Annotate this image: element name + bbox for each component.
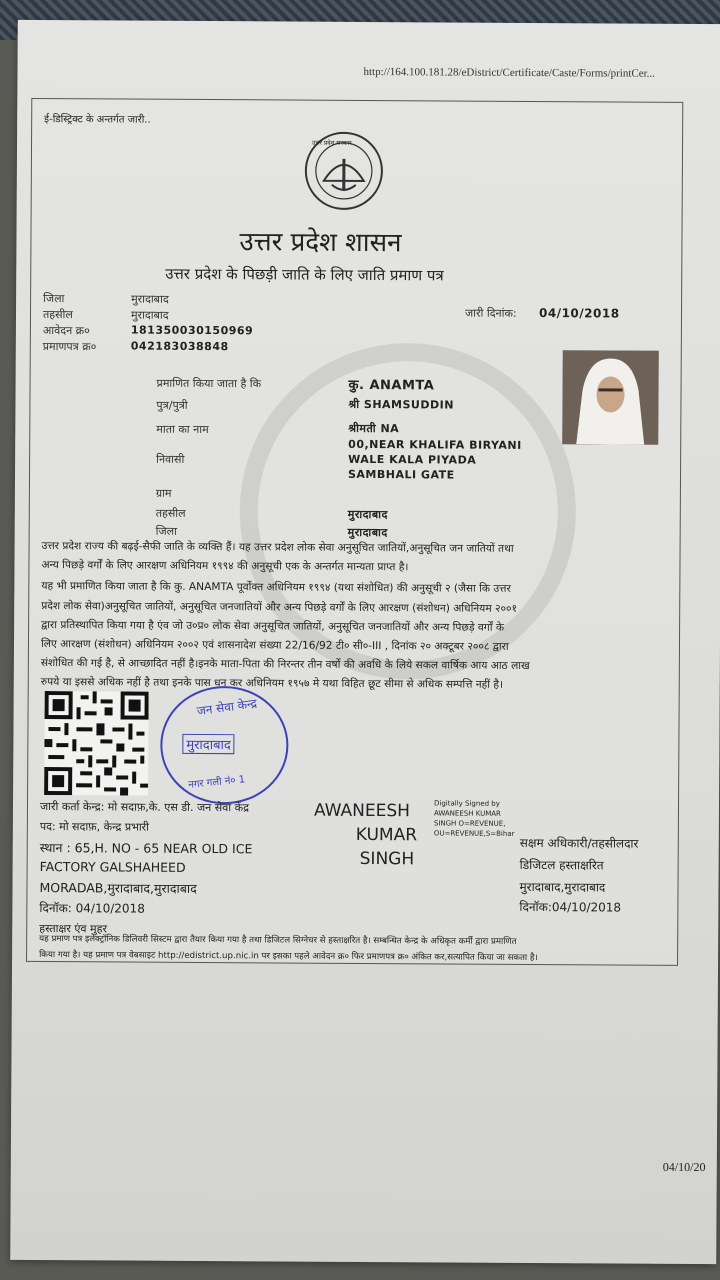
authority-post: सक्षम अधिकारी/तहसीलदार (519, 835, 639, 851)
address-line-2: WALE KALA PIYADA (348, 452, 477, 467)
relation-label: पुत्र/पुत्री (156, 398, 188, 412)
authority-place: मुरादाबाद,मुरादाबाद (519, 879, 606, 895)
issuer-place-line-2: FACTORY GALSHAHEED (39, 859, 186, 875)
signer-name-line-2: KUMAR (355, 824, 418, 846)
body-line-8: रुपये या इससे अधिक नहीं है तथा इनके पास धन कर अधिनियम १९५७ मे यथा विहित छूट सीमा से अधिक सम्पत्ति नहीं है। (40, 676, 504, 691)
issuer-place-line-1: स्थान : 65,H. NO - 65 NEAR OLD ICE (39, 840, 253, 857)
emblem-caption: उत्तर प्रदेश सरकार (312, 139, 352, 147)
signature-detail-3: SINGH O=REVENUE, (433, 819, 506, 828)
applicant-photo (562, 350, 659, 445)
mother-name: श्रीमती NA (348, 421, 400, 436)
application-number: 181350030150969 (130, 323, 254, 338)
certificate-paper (10, 20, 720, 1264)
application-label: आवेदन क्र० (42, 324, 90, 338)
body-line-6: लिए आरक्षण (संशोधन) अधिनियम २००२ एवं शासनादेश संख्या 22/16/92 टी० सी०-III , दिनांक २० अक्टूबर २००८ द्वारा (40, 638, 509, 653)
person-tehsil-value: मुरादाबाद (347, 507, 388, 522)
body-line-4: प्रदेश लोक सेवा)अनुसूचित जातियों, अनुसूचित जनजातियों और अन्य पिछड़े वर्गों के लिए आरक्षण (संशोधन) अधिनियम २००१ (41, 600, 518, 615)
issued-under-note: ई-डिस्ट्रिक्ट के अन्तर्गत जारी.. (44, 114, 151, 126)
stamp-middle-text: मुरादाबाद (182, 734, 235, 754)
body-line-5: द्वारा प्रतिस्थापित किया गया है एंव जो उ०प्र० लोक सेवा अनुसूचित जातियों, अनुसूचित जनजातियों और अन्य पिछड़े वर्गों के (41, 619, 505, 634)
mother-label: माता का नाम (156, 422, 209, 437)
address-line-3: SAMBHALI GATE (347, 467, 455, 482)
certificate-title: उत्तर प्रदेश शासन (239, 227, 402, 259)
issuer-place-line-3: MORADAB,मुरादाबाद,मुरादाबाद (39, 880, 197, 896)
signature-detail-2: AWANEESH KUMAR (433, 809, 501, 818)
person-district-label: जिला (155, 524, 178, 538)
footer-note-line-1: यह प्रमाण पत्र इलेक्ट्रॉनिक डिलिवरी सिस्टम द्वारा तैयार किया गया है तथा डिजिटल सिग्नेचर से हस्ताक्षरित है। सम्बन्धित केन्द्र के अधिकृत कर्मी द्वारा प्रमाणित (39, 934, 517, 947)
certificate-number-label: प्रमाणपत्र क्र० (42, 340, 97, 354)
signature-detail-4: OU=REVENUE,S=Bihar (433, 829, 515, 838)
signature-seal-label: हस्ताक्षर एंव मुहर (39, 922, 108, 936)
issuer-post: पद: मो सदाफ़, केन्द्र प्रभारी (39, 820, 150, 834)
page-date-fragment: 04/10/20 (662, 1159, 706, 1175)
person-tehsil-label: तहसील (155, 506, 186, 520)
certificate-frame (26, 98, 683, 966)
stamp-bottom-text: नगर गली नं० 1 (187, 774, 246, 791)
certify-label: प्रमाणित किया जाता है कि (156, 376, 262, 391)
address-line-1: 00,NEAR KHALIFA BIRYANI (348, 437, 522, 452)
certificate-number: 042183038848 (130, 339, 229, 354)
signature-detail-1: Digitally Signed by (433, 799, 500, 808)
body-line-1: उत्तर प्रदेश राज्य की बढ़ई-सैफी जाति के व्यक्ति हैं। यह उत्तर प्रदेश लोक सेवा अनुसूचित जातियों,अनुसूचित जन जातियों तथा (41, 540, 514, 555)
body-line-7: संशोधित की गई है, से आच्छादित नहीं है।इनके माता-पिता की निरन्तर तीन वर्षो की अवधि के लिये सकल वार्षिक आय आठ लाख (40, 657, 530, 672)
tehsil-label: तहसील (42, 308, 73, 322)
signer-name-line-3: SINGH (359, 848, 415, 870)
stamp-top-text: जन सेवा केन्द्र (196, 696, 258, 719)
issuer-date: दिनॉक: 04/10/2018 (39, 901, 145, 916)
authority-date: दिनॉक:04/10/2018 (519, 899, 622, 915)
person-district-value: मुरादाबाद (347, 525, 388, 540)
print-url-header: http://164.100.181.28/eDistrict/Certificate/Caste/Forms/printCer... (363, 65, 655, 80)
tehsil-value: मुरादाबाद (130, 308, 169, 322)
signer-name-line-1: AWANEESH (313, 800, 411, 822)
father-name: श्री SHAMSUDDIN (348, 397, 454, 412)
verification-qr-code (44, 691, 149, 796)
village-label: ग्राम (155, 486, 172, 500)
footer-note-line-2: किया गया है। यह प्रमाण पत्र वेबसाइट http://edistrict.up.nic.in पर इसका पहले आवेदन क्र० फिर प्रमाणपत्र क्र० अंकित कर,सत्यापित किया जा सकता है। (39, 950, 538, 964)
issue-date-label: जारी दिनांक: (464, 306, 517, 320)
issuing-centre: जारी कर्ता केन्द्र: मो सदाफ़,के. एस डी. जन सेवा केंद्र (39, 800, 250, 815)
body-line-3: यह भी प्रमाणित किया जाता है कि कु. ANAMTA पूर्वोक्त अधिनियम १९९४ (यथा संशोधित) की अनुसूची २ (जैसा कि उत्तर (41, 580, 511, 595)
address-label: निवासी (156, 452, 185, 466)
applicant-name: कु. ANAMTA (348, 377, 435, 394)
authority-signed: डिजिटल हस्ताक्षरित (519, 857, 604, 873)
district-label: जिला (43, 292, 65, 306)
district-value: मुरादाबाद (131, 292, 169, 306)
issue-date: 04/10/2018 (538, 306, 620, 321)
certificate-subtitle: उत्तर प्रदेश के पिछड़ी जाति के लिए जाति प्रमाण पत्र (165, 264, 444, 285)
body-line-2: अन्य पिछड़े वर्गों के लिए आरक्षण अधिनियम १९९४ की अनुसूची एक के अन्तर्गत मान्यता प्राप्त है। (41, 559, 409, 574)
jan-seva-kendra-stamp (160, 686, 289, 805)
